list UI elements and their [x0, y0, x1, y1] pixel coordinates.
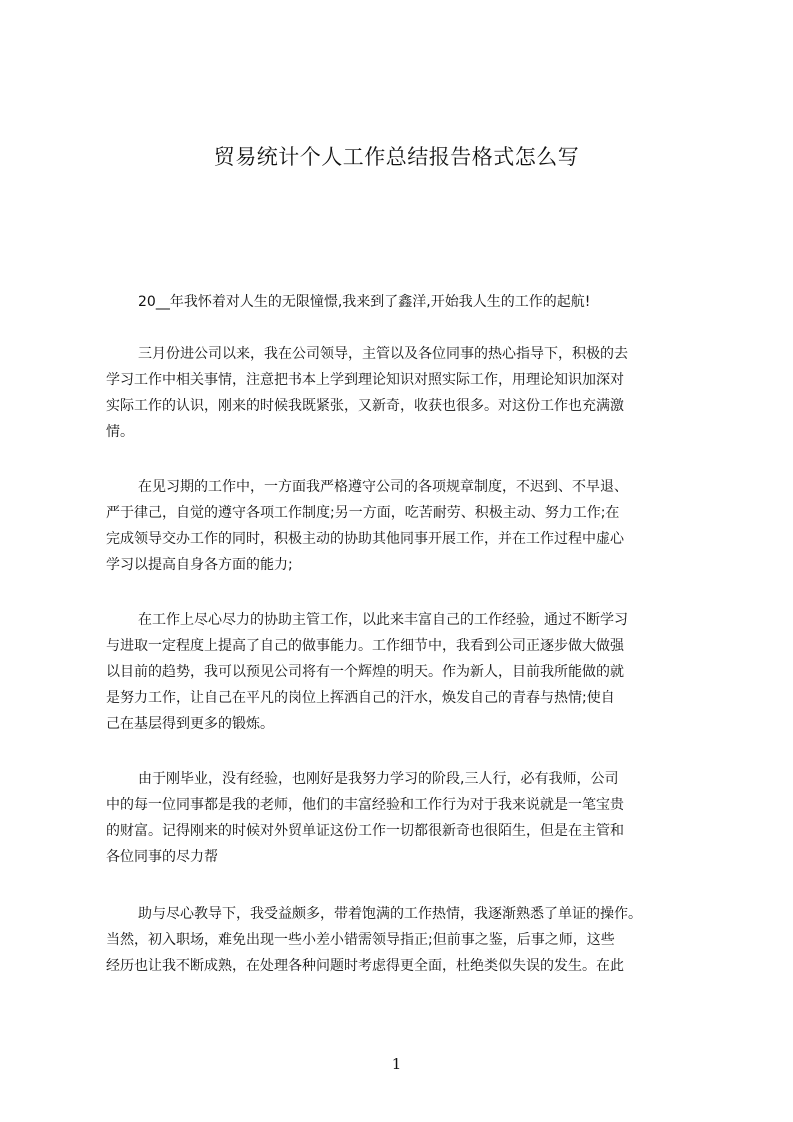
- paragraph-line: 当然，初入职场，难免出现一些小差小错需领导指正;但前事之鉴，后事之师，这些: [106, 932, 615, 948]
- paragraph-line: 情。: [106, 424, 134, 440]
- paragraph-line: 经历也让我不断成熟，在处理各种问题时考虑得更全面，杜绝类似失误的发生。在此: [106, 958, 624, 974]
- paragraph-line: 己在基层得到更多的锻炼。: [106, 716, 274, 732]
- paragraph-line: 严于律己，自觉的遵守各项工作制度;另一方面，吃苦耐劳、积极主动、努力工作;在: [106, 505, 620, 521]
- body-paragraph-2: [106, 474, 706, 578]
- body-paragraph-3: [106, 607, 706, 737]
- paragraph-line: 由于刚毕业，没有经验，也刚好是我努力学习的阶段,三人行，必有我师，公司: [138, 771, 619, 787]
- paragraph-line: 中的每一位同事都是我的老师，他们的丰富经验和工作行为对于我来说就是一笔宝贵: [106, 797, 624, 813]
- paragraph-line: 学习以提高自身各方面的能力;: [106, 557, 293, 573]
- page-number: 1: [391, 1055, 402, 1073]
- paragraph-line: 的财富。记得刚来的时候对外贸单证这份工作一切都很新奇也很陌生，但是在主管和: [106, 823, 624, 839]
- paragraph-line: 与进取一定程度上提高了自己的做事能力。工作细节中，我看到公司正逐步做大做强: [106, 638, 624, 654]
- lead-paragraph: 20__年我怀着对人生的无限憧憬,我来到了鑫洋,开始我人生的工作的起航!: [138, 294, 591, 310]
- paragraph-line: 各位同事的尽力帮: [106, 849, 218, 865]
- paragraph-line: 助与尽心教导下，我受益颇多，带着饱满的工作热情，我逐渐熟悉了单证的操作。: [138, 906, 642, 922]
- paragraph-line: 完成领导交办工作的同时，积极主动的协助其他同事开展工作，并在工作过程中虚心: [106, 531, 624, 547]
- body-paragraph-1: [106, 341, 706, 445]
- paragraph-line: 在见习期的工作中，一方面我严格遵守公司的各项规章制度，不迟到、不早退、: [138, 479, 628, 495]
- paragraph-line: 是努力工作，让自己在平凡的岗位上挥洒自己的汗水，焕发自己的青春与热情;使自: [106, 690, 615, 706]
- paragraph-line: 在工作上尽心尽力的协助主管工作，以此来丰富自己的工作经验，通过不断学习: [138, 612, 628, 628]
- paragraph-line: 实际工作的认识，刚来的时候我既紧张，又新奇，收获也很多。对这份工作也充满激: [106, 398, 624, 414]
- paragraph-line: 以目前的趋势，我可以预见公司将有一个辉煌的明天。作为新人，目前我所能做的就: [106, 664, 624, 680]
- body-paragraph-4: [106, 766, 706, 870]
- paragraph-line: 学习工作中相关事情，注意把书本上学到理论知识对照实际工作，用理论知识加深对: [106, 372, 624, 388]
- body-paragraph-5: [106, 901, 706, 979]
- document-title: 贸易统计个人工作总结报告格式怎么写: [213, 145, 580, 169]
- paragraph-line: 三月份进公司以来，我在公司领导，主管以及各位同事的热心指导下，积极的去: [138, 346, 628, 362]
